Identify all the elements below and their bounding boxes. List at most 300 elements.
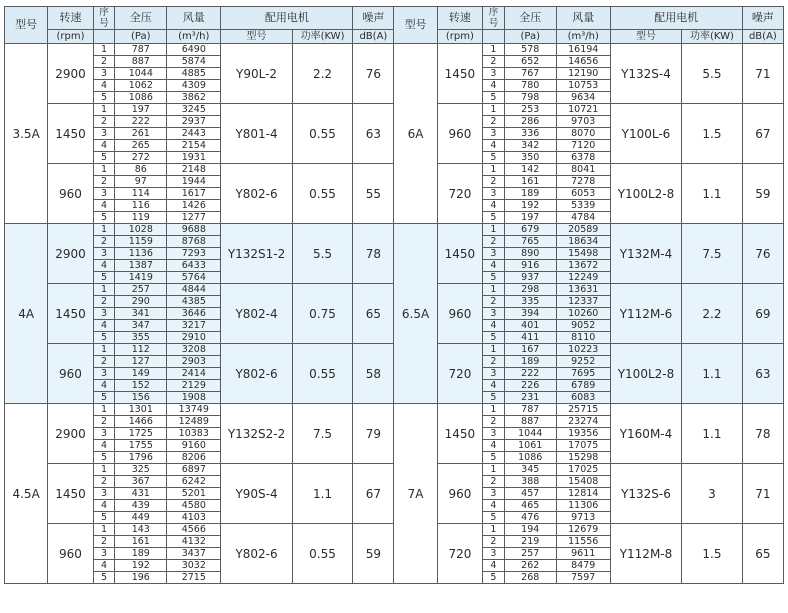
seq-cell: 3 — [93, 488, 115, 500]
pressure-cell: 335 — [504, 296, 556, 308]
power-cell: 1.1 — [292, 464, 353, 524]
airflow-cell: 10753 — [556, 80, 610, 92]
noise-cell: 71 — [742, 464, 783, 524]
pressure-cell: 1086 — [504, 452, 556, 464]
airflow-cell: 1944 — [167, 176, 221, 188]
noise-cell: 59 — [353, 524, 394, 584]
seq-cell: 1 — [93, 44, 115, 56]
seq-cell: 1 — [483, 104, 505, 116]
airflow-cell: 14656 — [556, 56, 610, 68]
pressure-cell: 298 — [504, 284, 556, 296]
speed-cell: 1450 — [437, 404, 482, 464]
airflow-cell: 6433 — [167, 260, 221, 272]
seq-header — [93, 7, 115, 30]
pressure-cell: 257 — [115, 284, 167, 296]
pressure-cell: 388 — [504, 476, 556, 488]
airflow-cell: 11556 — [556, 536, 610, 548]
power-cell: 1.5 — [682, 104, 743, 164]
noise-cell: 65 — [742, 524, 783, 584]
airflow-cell: 10260 — [556, 308, 610, 320]
motor-model-cell: Y100L-6 — [610, 104, 681, 164]
motor-model-cell: Y90L-2 — [221, 44, 292, 104]
seq-cell: 5 — [483, 572, 505, 584]
pressure-cell: 197 — [504, 212, 556, 224]
seq-cell: 3 — [93, 68, 115, 80]
noise-cell: 63 — [742, 344, 783, 404]
seq-cell: 4 — [93, 560, 115, 572]
airflow-cell: 8041 — [556, 164, 610, 176]
fan-model-cell: 7A — [394, 404, 437, 584]
seq-cell: 2 — [483, 476, 505, 488]
airflow-cell: 3646 — [167, 308, 221, 320]
airflow-cell: 2443 — [167, 128, 221, 140]
pressure-cell: 286 — [504, 116, 556, 128]
motor-model-cell: Y160M-4 — [610, 404, 681, 464]
seq-cell: 3 — [483, 188, 505, 200]
airflow-cell: 1617 — [167, 188, 221, 200]
pressure-cell: 189 — [504, 188, 556, 200]
seq-unit — [93, 30, 115, 44]
speed-cell: 2900 — [48, 404, 93, 464]
noise-cell: 78 — [742, 404, 783, 464]
airflow-cell: 6378 — [556, 152, 610, 164]
speed-cell: 1450 — [437, 224, 482, 284]
seq-cell: 1 — [483, 44, 505, 56]
airflow-cell: 12337 — [556, 296, 610, 308]
seq-cell: 2 — [93, 296, 115, 308]
seq-cell: 1 — [483, 464, 505, 476]
pressure-cell: 787 — [504, 404, 556, 416]
seq-cell: 2 — [93, 176, 115, 188]
speed-cell: 1450 — [48, 104, 93, 164]
pressure-cell: 226 — [504, 380, 556, 392]
pressure-cell: 231 — [504, 392, 556, 404]
airflow-cell: 7278 — [556, 176, 610, 188]
pressure-cell: 112 — [115, 344, 167, 356]
pressure-cell: 887 — [504, 416, 556, 428]
pressure-cell: 86 — [115, 164, 167, 176]
fan-model-cell: 4A — [5, 224, 48, 404]
seq-cell: 5 — [93, 452, 115, 464]
pressure-cell: 222 — [115, 116, 167, 128]
seq-cell: 2 — [483, 416, 505, 428]
seq-cell: 4 — [483, 320, 505, 332]
fan-model-cell: 3.5A — [5, 44, 48, 224]
pressure-cell: 767 — [504, 68, 556, 80]
speed-cell: 1450 — [48, 284, 93, 344]
airflow-cell: 3032 — [167, 560, 221, 572]
airflow-cell: 20589 — [556, 224, 610, 236]
airflow-cell: 13749 — [167, 404, 221, 416]
pressure-cell: 439 — [115, 500, 167, 512]
airflow-cell: 7293 — [167, 248, 221, 260]
pressure-cell: 1301 — [115, 404, 167, 416]
airflow-cell: 4103 — [167, 512, 221, 524]
pressure-cell: 787 — [115, 44, 167, 56]
seq-cell: 1 — [93, 464, 115, 476]
pressure-cell: 156 — [115, 392, 167, 404]
pressure-cell: 890 — [504, 248, 556, 260]
noise-cell: 67 — [742, 104, 783, 164]
pressure-cell: 161 — [504, 176, 556, 188]
table-row — [5, 404, 784, 416]
speed-cell: 2900 — [48, 44, 93, 104]
power-cell: 1.1 — [682, 344, 743, 404]
power-cell: 1.1 — [682, 404, 743, 464]
motor-model-header: 型号 — [610, 30, 681, 44]
speed-cell: 2900 — [48, 224, 93, 284]
pressure-cell: 347 — [115, 320, 167, 332]
speed-cell: 960 — [437, 104, 482, 164]
seq-cell: 3 — [93, 128, 115, 140]
noise-cell: 71 — [742, 44, 783, 104]
pressure-cell: 192 — [504, 200, 556, 212]
airflow-header: 风量 — [556, 7, 610, 30]
seq-cell: 5 — [483, 392, 505, 404]
airflow-cell: 23274 — [556, 416, 610, 428]
seq-cell: 2 — [483, 116, 505, 128]
airflow-cell: 4885 — [167, 68, 221, 80]
seq-cell: 1 — [93, 164, 115, 176]
speed-unit: (rpm) — [437, 30, 482, 44]
seq-unit — [483, 30, 505, 44]
pressure-cell: 325 — [115, 464, 167, 476]
speed-cell: 720 — [437, 524, 482, 584]
pressure-cell: 253 — [504, 104, 556, 116]
airflow-cell: 9688 — [167, 224, 221, 236]
airflow-cell: 8110 — [556, 332, 610, 344]
noise-cell: 78 — [353, 224, 394, 284]
pressure-cell: 1725 — [115, 428, 167, 440]
motor-model-header: 型号 — [221, 30, 292, 44]
airflow-cell: 4132 — [167, 536, 221, 548]
pressure-cell: 798 — [504, 92, 556, 104]
pressure-cell: 290 — [115, 296, 167, 308]
seq-cell: 1 — [93, 224, 115, 236]
airflow-cell: 2937 — [167, 116, 221, 128]
seq-cell: 5 — [483, 152, 505, 164]
seq-cell: 4 — [483, 200, 505, 212]
airflow-cell: 9611 — [556, 548, 610, 560]
power-header: 功率(KW) — [292, 30, 353, 44]
power-cell: 0.75 — [292, 284, 353, 344]
airflow-cell: 1277 — [167, 212, 221, 224]
power-cell: 3 — [682, 464, 743, 524]
airflow-cell: 9052 — [556, 320, 610, 332]
airflow-cell: 4309 — [167, 80, 221, 92]
seq-cell: 1 — [93, 284, 115, 296]
motor-model-cell: Y802-6 — [221, 344, 292, 404]
pressure-cell: 116 — [115, 200, 167, 212]
motor-model-cell: Y112M-8 — [610, 524, 681, 584]
seq-cell: 4 — [93, 500, 115, 512]
seq-cell: 5 — [93, 272, 115, 284]
airflow-cell: 1931 — [167, 152, 221, 164]
pressure-cell: 261 — [115, 128, 167, 140]
motor-model-cell: Y802-4 — [221, 284, 292, 344]
pressure-cell: 272 — [115, 152, 167, 164]
airflow-cell: 1908 — [167, 392, 221, 404]
pressure-cell: 887 — [115, 56, 167, 68]
seq-cell: 2 — [93, 476, 115, 488]
power-cell: 0.55 — [292, 164, 353, 224]
noise-header: 噪声 — [353, 7, 394, 30]
motor-model-cell: Y112M-6 — [610, 284, 681, 344]
header-row-1 — [5, 7, 784, 30]
speed-cell: 960 — [48, 344, 93, 404]
seq-cell: 4 — [483, 500, 505, 512]
airflow-cell: 5874 — [167, 56, 221, 68]
pressure-cell: 97 — [115, 176, 167, 188]
seq-cell: 2 — [93, 116, 115, 128]
seq-cell: 5 — [93, 572, 115, 584]
pressure-cell: 194 — [504, 524, 556, 536]
pressure-cell: 780 — [504, 80, 556, 92]
noise-cell: 67 — [353, 464, 394, 524]
airflow-cell: 3208 — [167, 344, 221, 356]
airflow-cell: 2414 — [167, 368, 221, 380]
motor-model-cell: Y132S2-2 — [221, 404, 292, 464]
airflow-cell: 9252 — [556, 356, 610, 368]
pressure-cell: 578 — [504, 44, 556, 56]
seq-cell: 2 — [93, 56, 115, 68]
model-header: 型号 — [394, 7, 437, 44]
airflow-cell: 6242 — [167, 476, 221, 488]
seq-cell: 2 — [93, 356, 115, 368]
pressure-cell: 1387 — [115, 260, 167, 272]
pressure-cell: 1044 — [115, 68, 167, 80]
seq-cell: 4 — [483, 440, 505, 452]
airflow-cell: 17075 — [556, 440, 610, 452]
pressure-cell: 401 — [504, 320, 556, 332]
pressure-cell: 149 — [115, 368, 167, 380]
seq-cell: 2 — [483, 56, 505, 68]
seq-cell: 5 — [93, 332, 115, 344]
airflow-cell: 8070 — [556, 128, 610, 140]
seq-cell: 3 — [483, 488, 505, 500]
seq-header-label: 序号 — [99, 7, 109, 29]
pressure-cell: 476 — [504, 512, 556, 524]
pressure-cell: 336 — [504, 128, 556, 140]
airflow-cell: 10383 — [167, 428, 221, 440]
airflow-cell: 12489 — [167, 416, 221, 428]
pressure-cell: 142 — [504, 164, 556, 176]
airflow-cell: 3437 — [167, 548, 221, 560]
seq-cell: 2 — [483, 236, 505, 248]
motor-header: 配用电机 — [221, 7, 353, 30]
seq-cell: 2 — [483, 176, 505, 188]
seq-cell: 4 — [93, 80, 115, 92]
airflow-cell: 19356 — [556, 428, 610, 440]
pressure-cell: 465 — [504, 500, 556, 512]
seq-cell: 3 — [93, 248, 115, 260]
airflow-cell: 12814 — [556, 488, 610, 500]
pressure-cell: 1061 — [504, 440, 556, 452]
airflow-cell: 12249 — [556, 272, 610, 284]
seq-cell: 5 — [483, 212, 505, 224]
motor-model-cell: Y132S-4 — [610, 44, 681, 104]
airflow-cell: 16194 — [556, 44, 610, 56]
seq-cell: 5 — [483, 92, 505, 104]
pressure-cell: 916 — [504, 260, 556, 272]
airflow-cell: 10223 — [556, 344, 610, 356]
seq-cell: 5 — [93, 512, 115, 524]
airflow-cell: 4385 — [167, 296, 221, 308]
airflow-cell: 13672 — [556, 260, 610, 272]
airflow-unit: (m³/h) — [556, 30, 610, 44]
speed-unit: (rpm) — [48, 30, 93, 44]
power-cell: 7.5 — [292, 404, 353, 464]
pressure-cell: 345 — [504, 464, 556, 476]
table-row — [5, 44, 784, 56]
pressure-cell: 265 — [115, 140, 167, 152]
pressure-header: 全压 — [115, 7, 167, 30]
airflow-cell: 10721 — [556, 104, 610, 116]
speed-cell: 720 — [437, 164, 482, 224]
airflow-cell: 25715 — [556, 404, 610, 416]
pressure-cell: 937 — [504, 272, 556, 284]
pressure-cell: 189 — [504, 356, 556, 368]
pressure-header: 全压 — [504, 7, 556, 30]
seq-cell: 2 — [483, 356, 505, 368]
pressure-cell: 355 — [115, 332, 167, 344]
airflow-cell: 2148 — [167, 164, 221, 176]
seq-cell: 1 — [483, 284, 505, 296]
seq-cell: 5 — [93, 92, 115, 104]
noise-cell: 69 — [742, 284, 783, 344]
power-header: 功率(KW) — [682, 30, 743, 44]
pressure-cell: 152 — [115, 380, 167, 392]
seq-cell: 2 — [483, 536, 505, 548]
power-cell: 1.1 — [682, 164, 743, 224]
seq-cell: 3 — [483, 428, 505, 440]
pressure-cell: 161 — [115, 536, 167, 548]
airflow-cell: 4784 — [556, 212, 610, 224]
motor-model-cell: Y132M-4 — [610, 224, 681, 284]
airflow-cell: 2903 — [167, 356, 221, 368]
pressure-cell: 341 — [115, 308, 167, 320]
speed-cell: 960 — [48, 524, 93, 584]
pressure-cell: 449 — [115, 512, 167, 524]
seq-cell: 5 — [483, 512, 505, 524]
seq-cell: 4 — [483, 260, 505, 272]
table-row — [5, 224, 784, 236]
power-cell: 5.5 — [292, 224, 353, 284]
seq-cell: 4 — [93, 380, 115, 392]
airflow-cell: 9634 — [556, 92, 610, 104]
seq-cell: 5 — [93, 392, 115, 404]
seq-cell: 4 — [93, 320, 115, 332]
airflow-cell: 6490 — [167, 44, 221, 56]
airflow-cell: 5201 — [167, 488, 221, 500]
power-cell: 2.2 — [292, 44, 353, 104]
motor-model-cell: Y132S-6 — [610, 464, 681, 524]
airflow-cell: 9703 — [556, 116, 610, 128]
seq-cell: 1 — [93, 344, 115, 356]
seq-cell: 5 — [483, 452, 505, 464]
airflow-cell: 8206 — [167, 452, 221, 464]
airflow-cell: 15408 — [556, 476, 610, 488]
pressure-unit: (Pa) — [504, 30, 556, 44]
airflow-cell: 6897 — [167, 464, 221, 476]
airflow-cell: 7120 — [556, 140, 610, 152]
pressure-cell: 219 — [504, 536, 556, 548]
power-cell: 5.5 — [682, 44, 743, 104]
airflow-cell: 15298 — [556, 452, 610, 464]
airflow-cell: 1426 — [167, 200, 221, 212]
seq-cell: 2 — [93, 416, 115, 428]
seq-cell: 3 — [483, 248, 505, 260]
seq-header — [483, 7, 505, 30]
seq-cell: 4 — [93, 260, 115, 272]
pressure-cell: 1136 — [115, 248, 167, 260]
seq-cell: 2 — [93, 536, 115, 548]
pressure-cell: 652 — [504, 56, 556, 68]
airflow-cell: 2910 — [167, 332, 221, 344]
pressure-cell: 1755 — [115, 440, 167, 452]
pressure-cell: 127 — [115, 356, 167, 368]
seq-cell: 2 — [483, 296, 505, 308]
noise-cell: 55 — [353, 164, 394, 224]
seq-cell: 3 — [93, 368, 115, 380]
seq-cell: 3 — [93, 548, 115, 560]
pressure-cell: 1796 — [115, 452, 167, 464]
motor-model-cell: Y802-6 — [221, 164, 292, 224]
noise-cell: 79 — [353, 404, 394, 464]
seq-header-label: 序号 — [488, 7, 499, 29]
pressure-cell: 394 — [504, 308, 556, 320]
motor-model-cell: Y100L2-8 — [610, 344, 681, 404]
airflow-unit: (m³/h) — [167, 30, 221, 44]
noise-unit: dB(A) — [353, 30, 394, 44]
seq-cell: 3 — [483, 68, 505, 80]
airflow-cell: 5339 — [556, 200, 610, 212]
airflow-cell: 4566 — [167, 524, 221, 536]
airflow-cell: 11306 — [556, 500, 610, 512]
seq-cell: 3 — [93, 188, 115, 200]
pressure-cell: 1062 — [115, 80, 167, 92]
motor-model-cell: Y802-6 — [221, 524, 292, 584]
seq-cell: 3 — [93, 428, 115, 440]
pressure-cell: 350 — [504, 152, 556, 164]
airflow-cell: 2715 — [167, 572, 221, 584]
airflow-cell: 13631 — [556, 284, 610, 296]
speed-cell: 1450 — [48, 464, 93, 524]
airflow-cell: 7695 — [556, 368, 610, 380]
seq-cell: 3 — [483, 368, 505, 380]
noise-cell: 65 — [353, 284, 394, 344]
pressure-cell: 189 — [115, 548, 167, 560]
pressure-cell: 1086 — [115, 92, 167, 104]
airflow-cell: 3862 — [167, 92, 221, 104]
airflow-header: 风量 — [167, 7, 221, 30]
pressure-cell: 431 — [115, 488, 167, 500]
airflow-cell: 8768 — [167, 236, 221, 248]
airflow-cell: 8479 — [556, 560, 610, 572]
pressure-cell: 1159 — [115, 236, 167, 248]
speed-cell: 720 — [437, 344, 482, 404]
power-cell: 2.2 — [682, 284, 743, 344]
airflow-cell: 6053 — [556, 188, 610, 200]
seq-cell: 5 — [483, 272, 505, 284]
speed-cell: 960 — [437, 284, 482, 344]
seq-cell: 1 — [483, 524, 505, 536]
motor-model-cell: Y801-4 — [221, 104, 292, 164]
seq-cell: 4 — [93, 200, 115, 212]
pressure-cell: 411 — [504, 332, 556, 344]
speed-cell: 960 — [48, 164, 93, 224]
noise-cell: 76 — [353, 44, 394, 104]
